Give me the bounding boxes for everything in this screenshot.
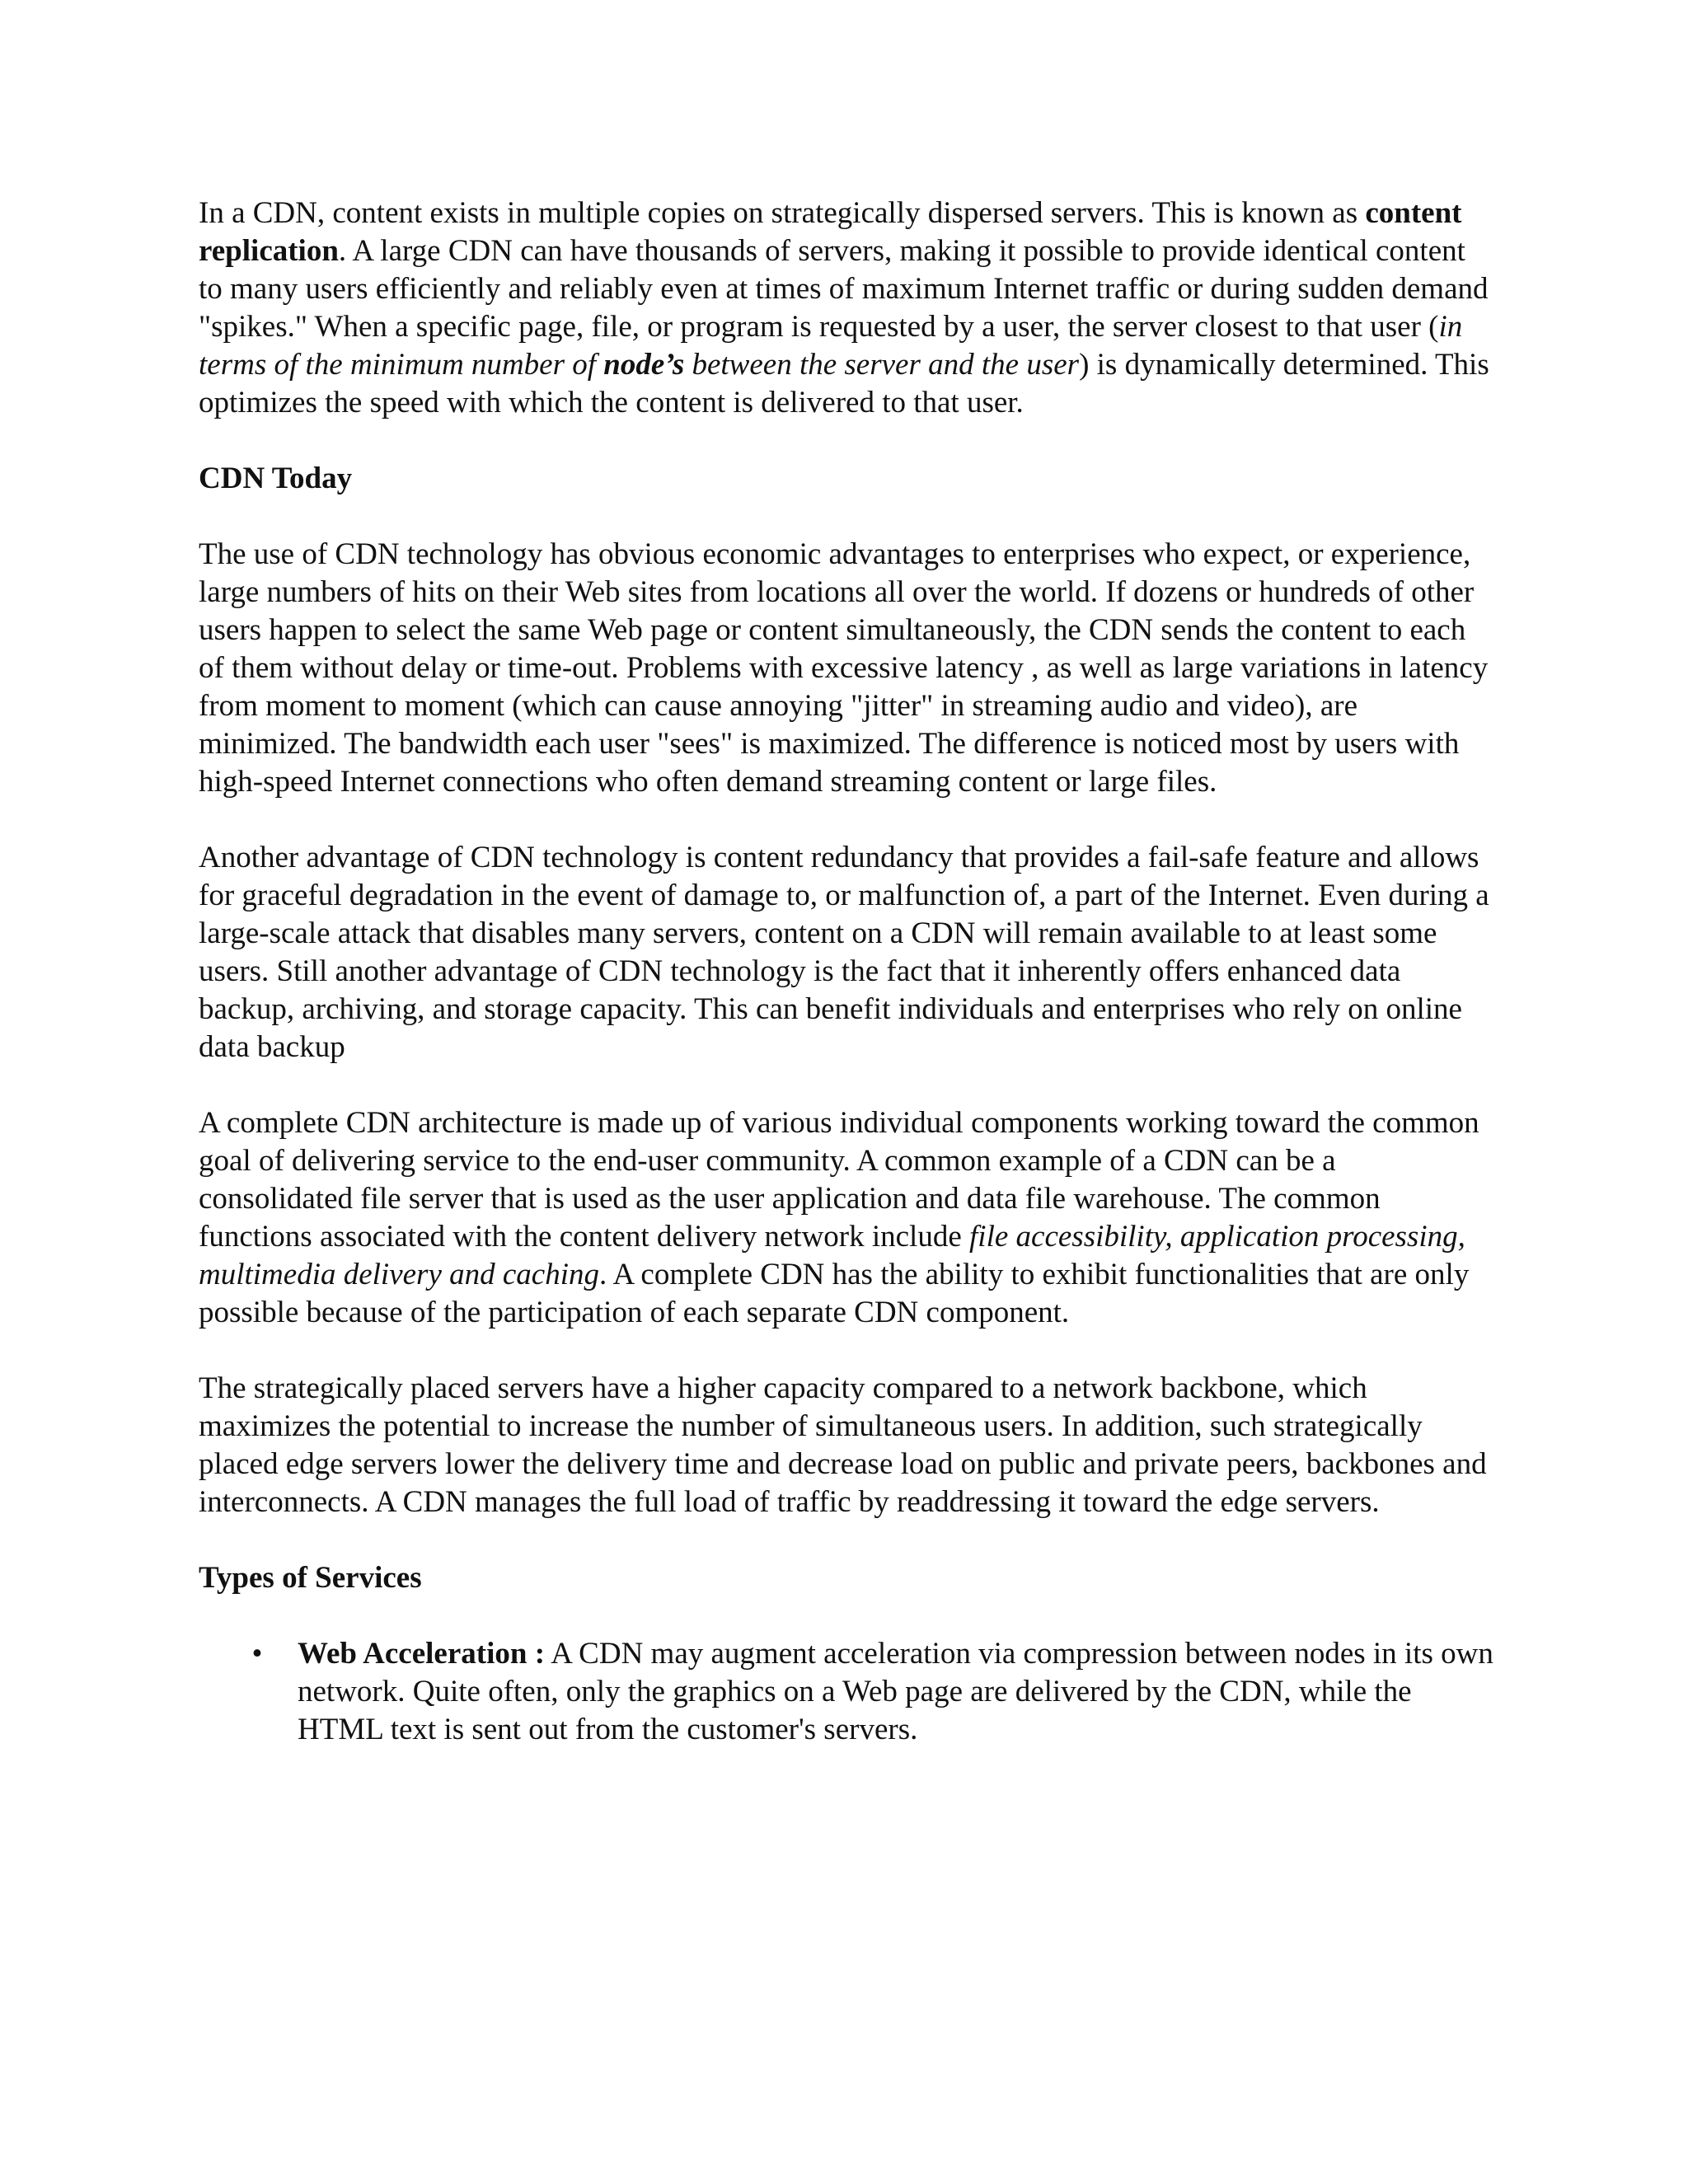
paragraph-text: A complete CDN architecture is made up of various individual components working toward the common goal of delivering service to the end-user community. A common example of a CDN can be a consolidated file server that is used as the user application and data file warehouse. The common functions associated with the content delivery network include (199, 1106, 1479, 1254)
heading-types-of-services: Types of Services (199, 1561, 422, 1595)
bold-italic-term-nodes: node’s (603, 348, 685, 382)
list-item-text: A CDN may augment acceleration via compression between nodes in its own network. Quite often, only the graphics on a Web page are delivered by the CDN, while the HTML text is sent out from the customer's servers. (298, 1637, 1493, 1746)
paragraph-cdn-architecture (199, 1104, 1494, 1332)
heading-cdn-today: CDN Today (199, 462, 353, 495)
italic-text: between the server and the user (684, 348, 1080, 382)
bold-term-content-replication: content replication (199, 196, 1462, 268)
services-list (199, 1635, 1494, 1749)
paragraph-content-replication (199, 194, 1494, 422)
paragraph-text: . A complete CDN has the ability to exhibit functionalities that are only possible because of the participation of each separate CDN component. (199, 1258, 1470, 1329)
italic-text: in terms of the minimum number of (199, 310, 1463, 382)
paragraph-economic-advantages: The use of CDN technology has obvious economic advantages to enterprises who expect, or experience, large numbers of hits on their Web sites from locations all over the world. If dozens or hundreds of other users happen to select the same Web page or content simultaneously, the CDN sends the content to each of them without delay or time-out. Problems with excessive latency , as well as large variations in latency from moment to moment (which can cause annoying "jitter" in streaming audio and video), are minimized. The bandwidth each user "sees" is maximized. The difference is noticed most by users with high-speed Internet connections who often demand streaming content or large files. (199, 537, 1489, 799)
document-body (199, 194, 1494, 1749)
paragraph-content-redundancy: Another advantage of CDN technology is content redundancy that provides a fail-safe feature and allows for graceful degradation in the event of damage to, or malfunction of, a part of the Internet. Even during a large-scale attack that disables many servers, content on a CDN will remain available to at least some users. Still another advantage of CDN technology is the fact that it inherently offers enhanced data backup, archiving, and storage capacity. This can benefit individuals and enterprises who rely on online data backup (199, 841, 1489, 1064)
paragraph-text: In a CDN, content exists in multiple copies on strategically dispersed servers. This is known as (199, 196, 1366, 230)
paragraph-text: . A large CDN can have thousands of servers, making it possible to provide identical content to many users efficiently and reliably even at times of maximum Internet traffic or during sudden demand "spikes." When a specific page, file, or program is requested by a user, the server closest to that user ( (199, 234, 1489, 344)
paragraph-text: ) is dynamically determined. This optimizes the speed with which the content is delivered to that user. (199, 348, 1489, 419)
bullet-icon: • (251, 1637, 263, 1671)
list-item-web-acceleration (199, 1635, 1494, 1749)
bold-term-web-acceleration: Web Acceleration : (298, 1637, 546, 1671)
italic-common-functions: file accessibility, application processing, multimedia delivery and caching (199, 1220, 1465, 1291)
paragraph-strategic-servers: The strategically placed servers have a higher capacity compared to a network backbone, which maximizes the potential to increase the number of simultaneous users. In addition, such strategically placed edge servers lower the delivery time and decrease load on public and private peers, backbones and interconnects. A CDN manages the full load of traffic by readdressing it toward the edge servers. (199, 1371, 1487, 1519)
